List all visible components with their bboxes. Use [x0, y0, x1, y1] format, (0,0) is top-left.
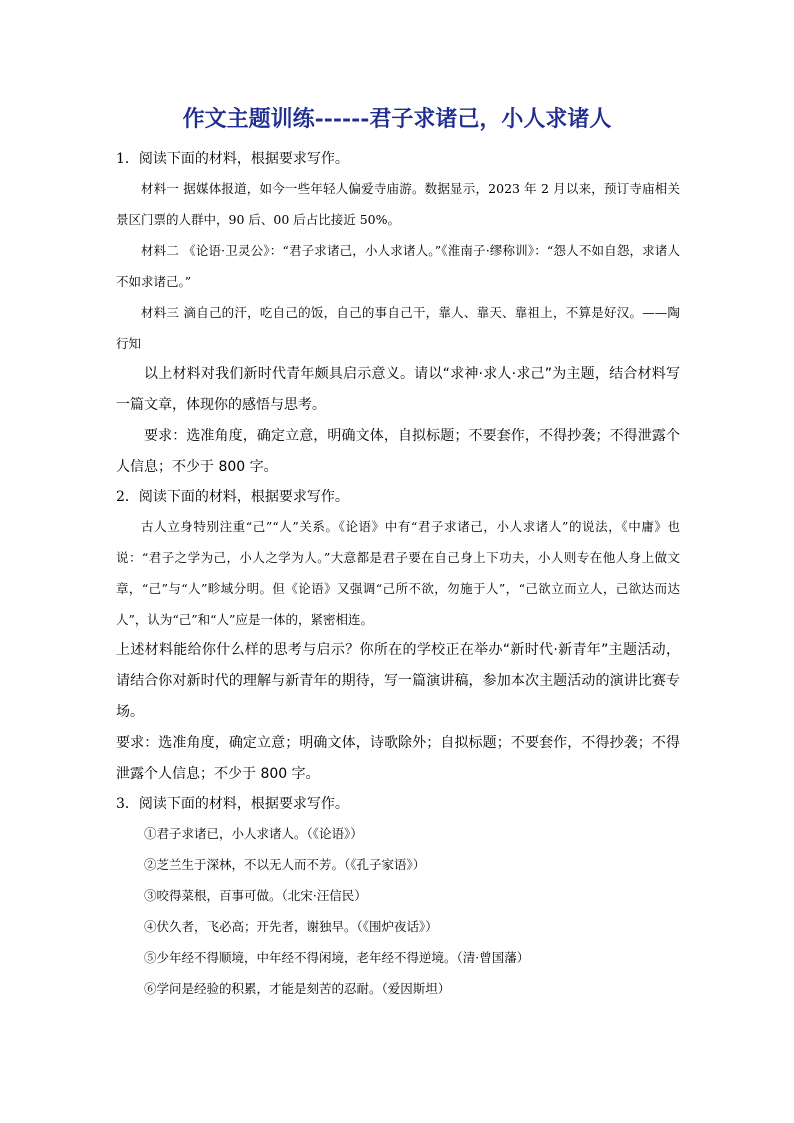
question-3-item-5: ⑤少年经不得顺境，中年经不得闲境，老年经不得逆境。（清·曾国藩）	[144, 950, 530, 965]
question-1-prompt: 以上材料对我们新时代青年颇具启示意义。请以“求神·求人·求己”为主题，结合材料写一篇文章，体现你的感悟与思考。	[116, 366, 680, 413]
question-1-material-2: 材料二 《论语·卫灵公》：“君子求诸己，小人求诸人。”《淮南子·缪称训》：“怨人不如自怨，求诸人不如求诸己。”	[116, 243, 680, 289]
question-2-requirement: 要求：选准角度，确定立意；明确文体，诗歌除外；自拟标题；不要套作，不得抄袭；不得泄露个人信息；不少于 800 字。	[116, 735, 680, 782]
document-body	[116, 145, 680, 1004]
question-3-item-2: ②芝兰生于深林，不以无人而不芳。（《孔子家语》）	[144, 857, 426, 872]
question-3-heading: 3．阅读下面的材料，根据要求写作。	[116, 796, 349, 812]
question-3-item-3: ③咬得菜根，百事可做。（北宋·汪信民）	[144, 888, 367, 903]
question-2-heading: 2．阅读下面的材料，根据要求写作。	[116, 489, 349, 505]
question-2-prompt: 上述材料能给你什么样的思考与启示？你所在的学校正在举办“新时代·新青年”主题活动，请结合你对新时代的理解与新青年的期待，写一篇演讲稿，参加本次主题活动的演讲比赛专场。	[116, 642, 680, 720]
question-1-material-1: 材料一 据媒体报道，如今一些年轻人偏爱寺庙游。数据显示，2023 年 2 月以来，预订寺庙相关景区门票的人群中，90 后、00 后占比接近 50%。	[116, 181, 680, 227]
question-1-heading: 1．阅读下面的材料，根据要求写作。	[116, 151, 349, 167]
question-3-item-1: ①君子求诸已，小人求诸人。（《论语》）	[144, 826, 363, 841]
question-1-requirement: 要求：选准角度，确定立意，明确文体，自拟标题；不要套作，不得抄袭；不得泄露个人信息；不少于 800 字。	[116, 428, 680, 475]
page-title: 作文主题训练------君子求诸己，小人求诸人	[182, 106, 612, 132]
question-2-material-1: 古人立身特别注重“己”“人”关系。《论语》中有“君子求诸己，小人求诸人”的说法，《中庸》也说：“君子之学为己，小人之学为人。”大意都是君子要在自己身上下功夫，小人则专在他人身上做文章，“己”与“人”畛域分明。但《论语》又强调“己所不欲，勿施于人”，“己欲立而立人，己欲达而达人”，认为“己”和“人”应是一体的，紧密相连。	[116, 519, 680, 627]
question-1-material-3: 材料三 滴自己的汗，吃自己的饭，自己的事自己干，靠人、靠天、靠祖上，不算是好汉。——陶行知	[116, 305, 680, 351]
question-3-item-6: ⑥学问是经验的积累，才能是刻苦的忍耐。（爱因斯坦）	[144, 981, 451, 996]
question-3-item-4: ④伏久者，飞必高；开先者，谢独早。（《围炉夜话》）	[144, 919, 438, 934]
